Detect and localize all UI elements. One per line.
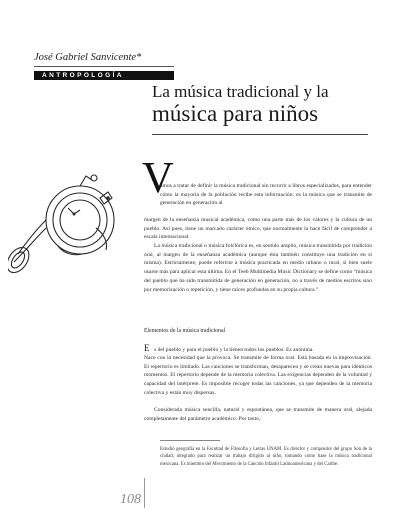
paragraph-1-lead: amos a tratar de definir la música tradicional sin recurrir a libros especializados, para entender cómo la mayoría de la población recibe esta información: es la música que se transmite de generación en generación al (160, 183, 372, 207)
page-number: 108 (120, 492, 141, 507)
author-name: José Gabriel Sanvicente* (34, 52, 142, 63)
section-label: ANTROPOLOGÍA (42, 72, 124, 79)
author-footnote: Estudió geografía en la Facultad de Filosofía y Letras UNAM. Es director y compositor del grupo Son de la ciudad, integrado para realizar un trabajo dirigido al niño, tomando como base la música tradicional mexicana. Es miembro del Movimiento de la Canción Infantil Latinoamericana y del Caribe. (160, 447, 372, 467)
section-subheading: Elementos de la música tradicional (144, 328, 226, 334)
drop-cap: V (142, 153, 174, 202)
author-divider (34, 66, 174, 67)
article-title-line-1: La música tradicional y la (152, 82, 329, 101)
paragraph-1-rest: margen de la enseñanza musical académica, como una parte más de los valores y la cultura de un pueblo. Así pues, tiene un marcado carácter étnico, que normalmente la hace fácil de comprender a escala internacional. (144, 217, 372, 241)
page-number-rule (144, 478, 145, 508)
french-horn-illustration (8, 158, 138, 288)
paragraph-3-rest: Nace con la necesidad que la provoca. Se transmite de forma oral. Está basada en la improvisación. El repertorio es limitado. Las canciones se transforman, desaparecen y se crean nuevas para idénticos momentos. El repertorio depende de la memoria colectiva. Las exigencias dependen de la voluntad y capacidad del intérprete. Es imposible recoger todas las canciones, ya que dependen de la memoria colectiva y están muy dispersas. (144, 355, 372, 396)
paragraph-2: La música tradicional o música folclórica es, en sentido amplio, música transmitida por tradición oral, al margen de la enseñanza académica (aunque ésta también constituye una tradición en sí misma). Estrictamente, puede referirse a música practicada en medio urbano o rural, si bien suele usarse más para aplicar esta última. En el Teeb Multimedia Music Dictionary se define como “música del pueblo que ha sido transmitida de generación en generación, no a través de medios escritos sino por memorización o repetición, y tiene raíces profundas en su propia cultura.” (144, 243, 372, 293)
title-divider (152, 134, 368, 135)
article-title-line-2: música para niños (152, 101, 319, 126)
footnote-divider (160, 440, 220, 441)
paragraph-3-lead: s del pueblo y para el pueblo y la tienen todos los pueblos. Es anónima. (154, 347, 314, 353)
paragraph-3-initial: E (144, 343, 150, 353)
paragraph-4: Considerada música sencilla, natural y espontánea, que se transmite de manera oral, alejada completamente del parámetro académico. Por tanto, (144, 407, 372, 422)
section-banner (34, 71, 174, 80)
